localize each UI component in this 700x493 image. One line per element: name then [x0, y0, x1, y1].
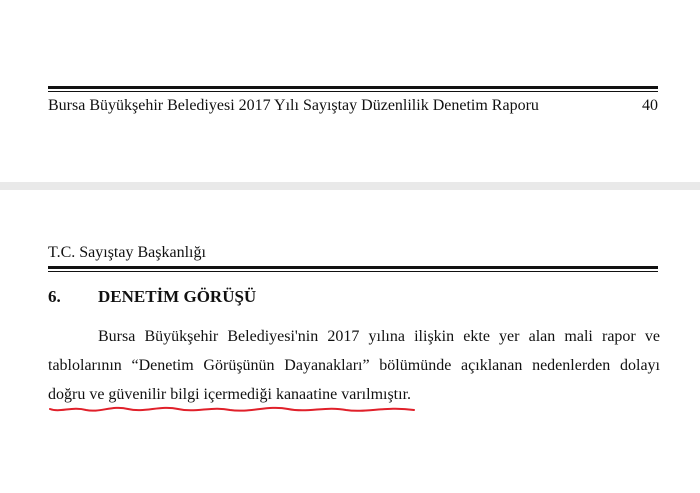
previous-page-bottom	[0, 0, 700, 182]
section-number: 6.	[48, 287, 61, 306]
section-title: DENETİM GÖRÜŞÜ	[98, 287, 257, 306]
section-heading	[48, 286, 256, 308]
footer-rule	[48, 86, 658, 92]
report-title: Bursa Büyükşehir Belediyesi 2017 Yılı Sayıştay Düzenlilik Denetim Raporu	[48, 97, 539, 114]
opinion-paragraph: Bursa Büyükşehir Belediyesi'nin 2017 yılına ilişkin ekte yer alan mali rapor ve tablolarının “Denetim Görüşünün Dayanakları” bölümünde açıklanan nedenlerden dolayı doğru ve güvenilir bilgi içermediği kanaatine varılmıştır.	[48, 328, 660, 403]
page-header: T.C. Sayıştay Başkanlığı	[48, 244, 206, 261]
page-separator	[0, 182, 700, 190]
header-rule	[48, 266, 658, 272]
page-footer	[48, 96, 658, 116]
page-number: 40	[642, 97, 658, 114]
